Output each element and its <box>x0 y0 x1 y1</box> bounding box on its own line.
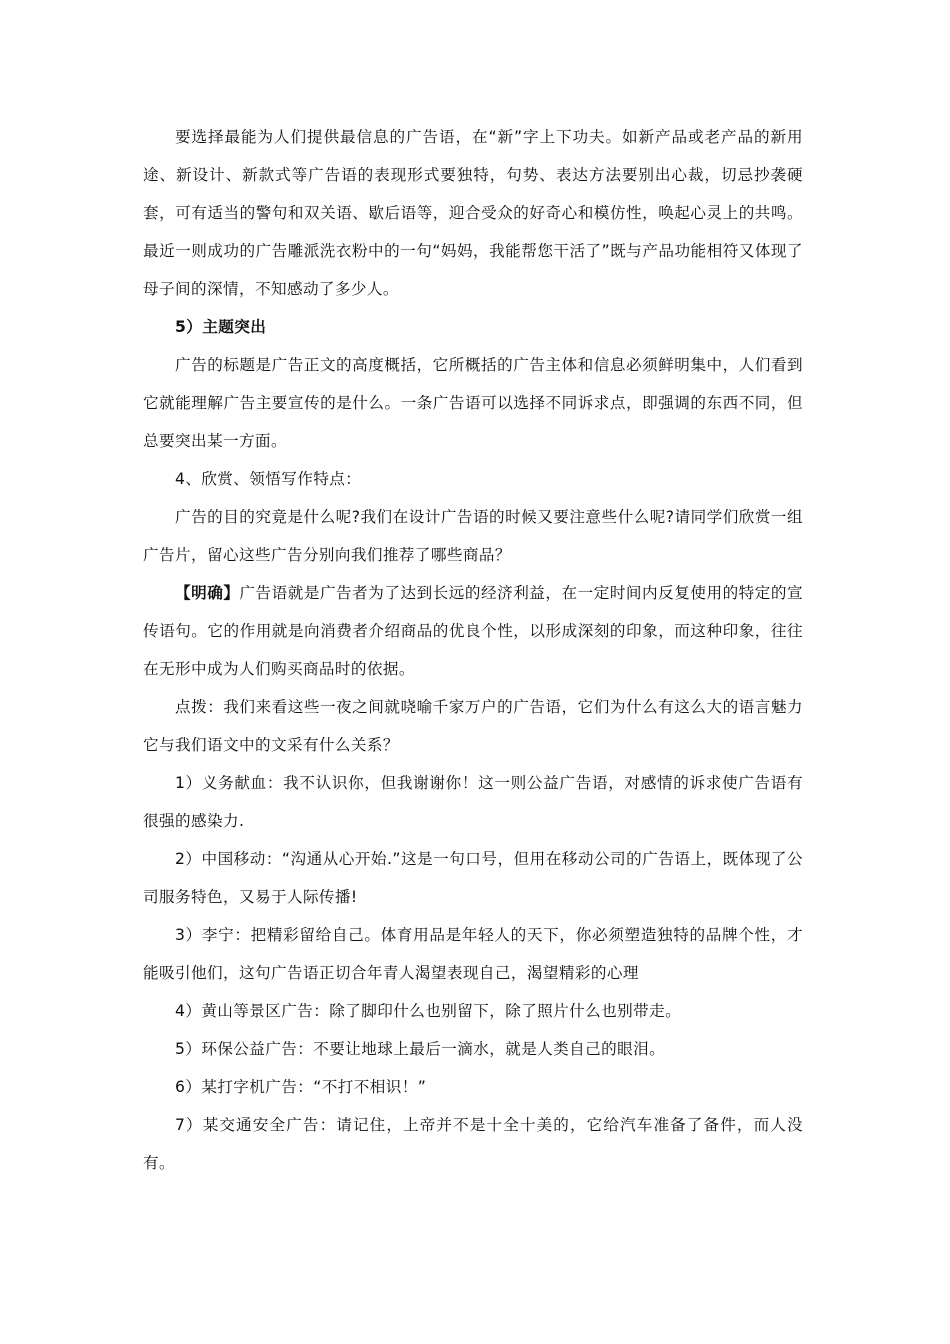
section-heading-appreciation: 4、欣赏、领悟写作特点： <box>175 470 362 488</box>
paragraph-question: 广告的目的究竟是什么呢?我们在设计广告语的时候又要注意些什么呢?请同学们欣赏一组广告片，留心这些广告分别向我们推荐了哪些商品？ <box>143 508 803 564</box>
example-typewriter: 6）某打字机广告：“不打不相识！” <box>175 1078 427 1096</box>
example-traffic-safety: 7）某交通安全广告：请记住，上帝并不是十全十美的，它给汽车准备了备件，而人没有。 <box>143 1116 803 1172</box>
paragraph-headline-summary: 广告的标题是广告正文的高度概括，它所概括的广告主体和信息必须鲜明集中，人们看到它就能理解广告主要宣传的是什么。一条广告语可以选择不同诉求点，即强调的东西不同，但总要突出某一方面。 <box>143 356 803 450</box>
example-china-mobile: 2）中国移动：“沟通从心开始.”这是一句口号，但用在移动公司的广告语上，既体现了公司服务特色，又易于人际传播! <box>143 850 803 906</box>
example-blood-donation: 1）义务献血：我不认识你，但我谢谢你！这一则公益广告语，对感情的诉求使广告语有很强的感染力. <box>143 774 803 830</box>
example-li-ning: 3）李宁：把精彩留给自己。体育用品是年轻人的天下，你必须塑造独特的品牌个性，才能吸引他们，这句广告语正切合年青人渴望表现自己，渴望精彩的心理 <box>143 926 803 982</box>
document-body <box>143 118 803 1182</box>
paragraph-clarification <box>143 574 803 688</box>
example-huangshan: 4）黄山等景区广告：除了脚印什么也别留下，除了照片什么也别带走。 <box>175 1002 682 1020</box>
paragraph-guidance: 点拨：我们来看这些一夜之间就哓喻千家万户的广告语，它们为什么有这么大的语言魅力它与我们语文中的文采有什么关系？ <box>143 698 803 754</box>
clarification-label: 【明确】 <box>175 584 240 602</box>
paragraph-innovation: 要选择最能为人们提供最信息的广告语，在“新”字上下功夫。如新产品或老产品的新用途、新设计、新款式等广告语的表现形式要独特，句势、表达方法要别出心裁，切忌抄袭硬套，可有适当的警句和双关语、歇后语等，迎合受众的好奇心和模仿性，唤起心灵上的共鸣。最近一则成功的广告雕派洗衣粉中的一句“妈妈，我能帮您干活了”既与产品功能相符又体现了母子间的深情，不知感动了多少人。 <box>143 128 803 298</box>
clarification-text: 广告语就是广告者为了达到长远的经济利益，在一定时间内反复使用的特定的宣传语句。它的作用就是向消费者介绍商品的优良个性，以形成深刻的印象，而这种印象，往往在无形中成为人们购买商品时的依据。 <box>143 584 803 678</box>
example-environment: 5）环保公益广告：不要让地球上最后一滴水，就是人类自己的眼泪。 <box>175 1040 666 1058</box>
section-heading-theme: 5）主题突出 <box>175 318 267 336</box>
